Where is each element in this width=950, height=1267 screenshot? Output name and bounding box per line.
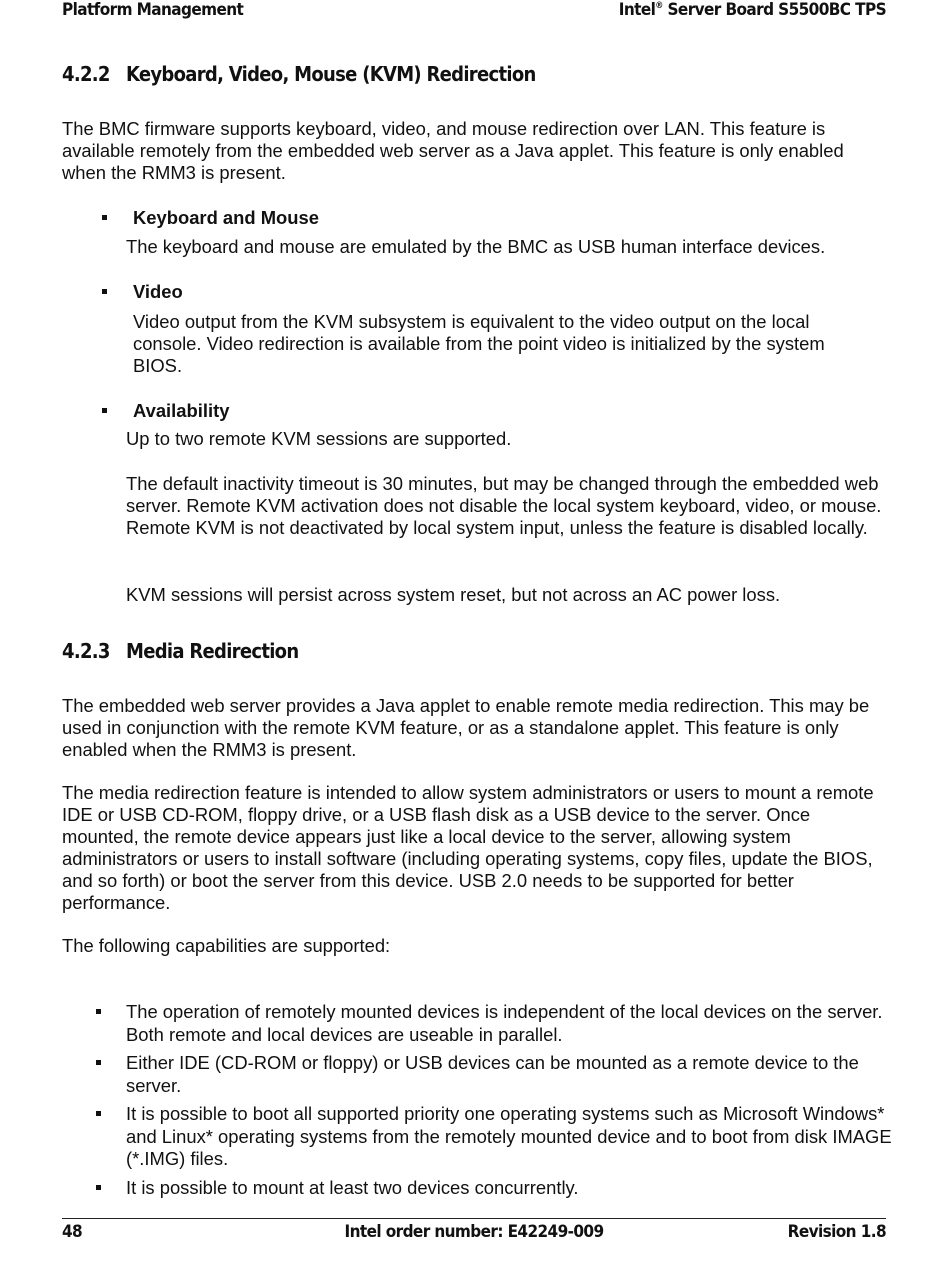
capability-item: Either IDE (CD-ROM or floppy) or USB devices can be mounted as a remote device to the server.	[126, 1052, 859, 1096]
bullet-icon	[96, 1185, 101, 1190]
availability-text-persist: KVM sessions will persist across system reset, but not across an AC power loss.	[126, 584, 781, 605]
bullet-icon	[102, 289, 107, 294]
section-number: 4.2.2	[62, 62, 110, 86]
bullet-icon	[96, 1009, 101, 1014]
item-heading-availability: Availability	[133, 400, 230, 421]
page-footer	[62, 1218, 886, 1247]
item-text-keyboard-mouse: The keyboard and mouse are emulated by the BMC as USB human interface devices.	[126, 236, 826, 257]
availability-text-sessions: Up to two remote KVM sessions are supported.	[126, 428, 512, 449]
order-number: Intel order number: E42249-009	[344, 1222, 604, 1242]
availability-text-timeout: The default inactivity timeout is 30 minutes, but may be changed through the embedded web server. Remote KVM activation does not disable the local system keyboard, video, or mouse. Remote KVM is not deactivated by local system input, unless the feature is disabled locally.	[126, 473, 882, 538]
page-number: 48	[62, 1222, 83, 1242]
bullet-icon	[96, 1060, 101, 1065]
section-heading-kvm	[62, 62, 536, 86]
header-document-title	[619, 0, 886, 20]
bullet-icon	[102, 408, 107, 413]
media-paragraph-2: The media redirection feature is intended to allow system administrators or users to mount a remote IDE or USB CD-ROM, floppy drive, or a USB flash disk as a USB device to the server. Once mounted, the remote device appears just like a local device to the server, allowing system administrators or users to install software (including operating systems, copy files, update the BIOS, and so forth) or boot the server from this device. USB 2.0 needs to be supported for better performance.	[62, 782, 874, 913]
capability-item: It is possible to boot all supported priority one operating systems such as Microsoft Windows* and Linux* operating systems from the remotely mounted device and to boot from disk IMAGE (*.IMG) files.	[126, 1103, 892, 1169]
header-brand: Intel	[618, 0, 656, 20]
section-title: Media Redirection	[126, 639, 299, 663]
page-header	[62, 0, 886, 22]
section-number: 4.2.3	[62, 639, 110, 663]
section-title: Keyboard, Video, Mouse (KVM) Redirection	[126, 62, 536, 86]
capability-item: It is possible to mount at least two devices concurrently.	[126, 1177, 579, 1198]
bullet-icon	[96, 1111, 101, 1116]
item-heading-video: Video	[133, 281, 183, 302]
media-paragraph-3: The following capabilities are supported:	[62, 935, 391, 956]
kvm-intro-paragraph: The BMC firmware supports keyboard, video, and mouse redirection over LAN. This feature is available remotely from the embedded web server as a Java applet. This feature is only enabled when the RMM3 is present.	[62, 118, 844, 183]
media-paragraph-1: The embedded web server provides a Java applet to enable remote media redirection. This may be used in conjunction with the remote KVM feature, or as a standalone applet. This feature is only enabled when the RMM3 is present.	[62, 695, 870, 760]
item-text-video: Video output from the KVM subsystem is equivalent to the video output on the local console. Video redirection is available from the point video is initialized by the system BIOS.	[133, 311, 825, 376]
revision-label: Revision 1.8	[787, 1222, 886, 1242]
header-section-title: Platform Management	[62, 0, 244, 20]
item-heading-keyboard-mouse: Keyboard and Mouse	[133, 207, 319, 228]
capability-item: The operation of remotely mounted devices is independent of the local devices on the server. Both remote and local devices are useable in parallel.	[126, 1001, 883, 1045]
registered-mark: ®	[655, 1, 663, 11]
bullet-icon	[102, 215, 107, 220]
section-heading-media	[62, 639, 298, 663]
header-board-name: Server Board S5500BC TPS	[662, 0, 886, 20]
